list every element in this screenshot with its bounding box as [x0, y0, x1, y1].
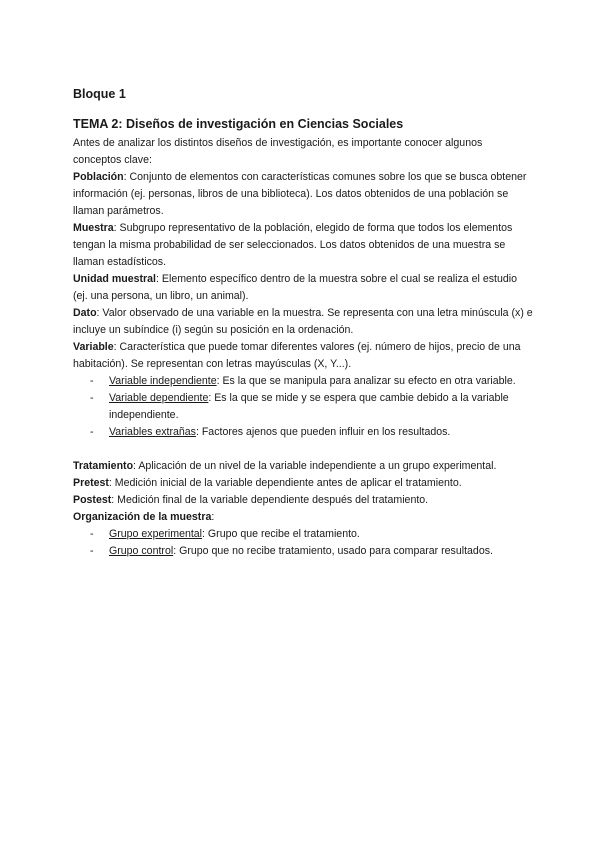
term-label: Organización de la muestra [73, 511, 212, 523]
definition-variable [73, 339, 533, 373]
list-item [90, 390, 533, 424]
term-text: : Aplicación de un nivel de la variable independiente a un grupo experimental. [133, 460, 497, 472]
list-item-text: : Grupo que no recibe tratamiento, usado para comparar resultados. [173, 545, 493, 557]
list-item-text: : Es la que se mide y se espera que cambie debido a la variable independiente. [109, 392, 509, 421]
term-label: Muestra [73, 222, 114, 234]
list-item-term: Variable independiente [109, 375, 217, 387]
list-item-term: Grupo control [109, 545, 174, 557]
block-title: Bloque 1 [73, 87, 126, 101]
term-label: Pretest [73, 477, 109, 489]
term-label: Variable [73, 341, 114, 353]
list-item [90, 526, 533, 543]
variable-types-list [73, 373, 533, 441]
definition-dato [73, 305, 533, 339]
term-text: : Medición final de la variable dependiente después del tratamiento. [111, 494, 429, 506]
list-item-text: : Factores ajenos que pueden influir en los resultados. [195, 426, 451, 438]
term-text: : Subgrupo representativo de la población, elegido de forma que todos los elementos tengan la misma probabilidad de ser seleccionados. Los datos obtenidos de una muestra se llaman estadísticos. [73, 222, 513, 268]
term-label: Postest [73, 494, 112, 506]
term-text: : Elemento específico dentro de la muestra sobre el cual se realiza el estudio (ej. una persona, un libro, un animal). [73, 273, 517, 302]
term-text: : Característica que puede tomar diferentes valores (ej. número de hijos, precio de una habitación). Se representan con letras mayúsculas (X, Y...). [73, 341, 521, 370]
definition-muestra [73, 220, 533, 271]
term-text: : Valor observado de una variable en la muestra. Se representa con una letra minúscula (x) e incluye un subíndice (i) según su posición en la ordenación. [73, 307, 533, 336]
term-label: Tratamiento [73, 460, 134, 472]
list-item-term: Variables extrañas [109, 426, 196, 438]
topic-title: TEMA 2: Diseños de investigación en Ciencias Sociales [73, 117, 404, 131]
groups-list [73, 526, 533, 560]
definition-poblacion [73, 169, 533, 220]
list-item-term: Grupo experimental [109, 528, 203, 540]
list-item-text: : Es la que se manipula para analizar su efecto en otra variable. [216, 375, 516, 387]
term-text: : Conjunto de elementos con características comunes sobre los que se busca obtener información (ej. personas, libros de una biblioteca). Los datos obtenidos de una población se llaman parámetros. [73, 171, 527, 217]
list-item-text: : Grupo que recibe el tratamiento. [202, 528, 360, 540]
definition-pretest [73, 475, 533, 492]
term-label: Unidad muestral [73, 273, 157, 285]
list-item-term: Variable dependiente [109, 392, 209, 404]
document-page [73, 86, 533, 560]
intro-paragraph: Antes de analizar los distintos diseños de investigación, es importante conocer algunos conceptos clave: [73, 137, 483, 166]
term-label: Dato [73, 307, 97, 319]
list-item [90, 424, 533, 441]
term-text: : Medición inicial de la variable dependiente antes de aplicar el tratamiento. [108, 477, 462, 489]
spacer [73, 441, 533, 458]
list-item [90, 373, 533, 390]
list-item [90, 543, 533, 560]
term-text: : [211, 511, 215, 523]
definition-unidad-muestral [73, 271, 533, 305]
definition-tratamiento [73, 458, 533, 475]
definition-postest [73, 492, 533, 509]
term-label: Población [73, 171, 124, 183]
organization-heading [73, 509, 533, 526]
